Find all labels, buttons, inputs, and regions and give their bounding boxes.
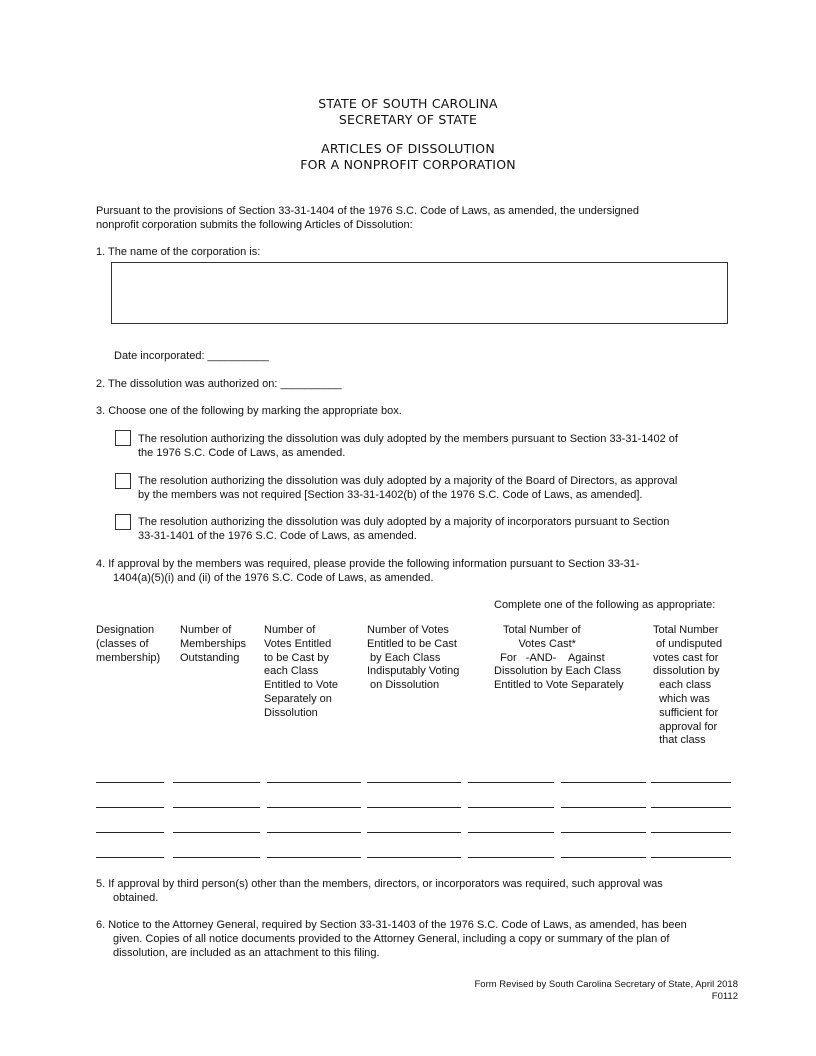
board-resolution-checkbox[interactable] [115, 473, 131, 489]
item3-label: 3. Choose one of the following by marking the appropriate box. [96, 405, 402, 417]
table-cell[interactable] [96, 857, 164, 858]
form-number: F0112 [711, 991, 738, 1002]
intro-line-1: Pursuant to the provisions of Section 33-31-1404 of the 1976 S.C. Code of Laws, as amended, the undersigned [96, 205, 640, 217]
table-cell[interactable] [468, 857, 554, 858]
table-cell[interactable] [561, 782, 646, 783]
dissolution-authorized-field[interactable]: 2. The dissolution was authorized on: __________ [96, 378, 342, 390]
table-cell[interactable] [561, 832, 646, 833]
item4-line-1: 4. If approval by the members was required, please provide the following information pursuant to Section 33-31- [96, 558, 640, 570]
table-cell[interactable] [367, 857, 461, 858]
option3-line-1: The resolution authorizing the dissolution was duly adopted by a majority of incorporators pursuant to Section [138, 516, 670, 528]
corporation-name-field[interactable] [111, 262, 728, 324]
column-header-votes-entitled: Number of Votes Entitled to be Cast by each Class Entitled to Vote Separately on Dissolution [264, 624, 338, 719]
item4-line-2: 1404(a)(5)(i) and (ii) of the 1976 S.C. Code of Laws, as amended. [113, 572, 434, 584]
column-header-memberships: Number of Memberships Outstanding [180, 624, 247, 664]
column-header-undisputed-votes: Total Number of undisputed votes cast for dissolution by each class which was sufficient for approval for that class [653, 624, 723, 747]
table-cell[interactable] [173, 782, 260, 783]
item5-line-2: obtained. [113, 892, 159, 904]
table-cell[interactable] [267, 782, 361, 783]
intro-line-2: nonprofit corporation submits the following Articles of Dissolution: [96, 219, 413, 231]
table-cell[interactable] [468, 832, 554, 833]
table-cell[interactable] [96, 782, 164, 783]
table-cell[interactable] [173, 832, 260, 833]
table-cell[interactable] [96, 807, 164, 808]
form-subtitle: FOR A NONPROFIT CORPORATION [300, 157, 516, 172]
members-resolution-checkbox[interactable] [115, 430, 131, 446]
table-cell[interactable] [468, 782, 554, 783]
table-cell[interactable] [651, 857, 731, 858]
table-cell[interactable] [173, 857, 260, 858]
option1-line-2: the 1976 S.C. Code of Laws, as amended. [138, 447, 346, 459]
option2-line-1: The resolution authorizing the dissolution was duly adopted by a majority of the Board of Directors, as approval [138, 475, 678, 487]
column-header-designation: Designation (classes of membership) [96, 624, 161, 664]
table-instruction: Complete one of the following as appropriate: [494, 599, 716, 611]
table-cell[interactable] [651, 782, 731, 783]
table-cell[interactable] [367, 832, 461, 833]
table-cell[interactable] [561, 857, 646, 858]
table-cell[interactable] [267, 832, 361, 833]
office-heading: SECRETARY OF STATE [338, 112, 478, 127]
item6-line-2: given. Copies of all notice documents provided to the Attorney General, including a copy or summary of the plan of [113, 933, 670, 945]
option1-line-1: The resolution authorizing the dissolution was duly adopted by the members pursuant to Section 33-31-1402 of [138, 433, 678, 445]
state-heading: STATE OF SOUTH CAROLINA [318, 96, 498, 111]
item1-label: 1. The name of the corporation is: [96, 246, 261, 258]
table-cell[interactable] [367, 782, 461, 783]
option3-line-2: 33-31-1401 of the 1976 S.C. Code of Laws, as amended. [138, 530, 417, 542]
table-cell[interactable] [173, 807, 260, 808]
table-cell[interactable] [468, 807, 554, 808]
option2-line-2: by the members was not required [Section 33-31-1402(b) of the 1976 S.C. Code of Laws, as amended]. [138, 489, 643, 501]
table-cell[interactable] [267, 807, 361, 808]
form-revision-note: Form Revised by South Carolina Secretary of State, April 2018 [474, 979, 738, 990]
date-incorporated-field[interactable]: Date incorporated: __________ [114, 350, 269, 362]
item5-line-1: 5. If approval by third person(s) other than the members, directors, or incorporators was required, such approval was [96, 878, 663, 890]
table-cell[interactable] [651, 832, 731, 833]
table-cell[interactable] [367, 807, 461, 808]
item6-line-1: 6. Notice to the Attorney General, required by Section 33-31-1403 of the 1976 S.C. Code of Laws, as amended, has been [96, 919, 687, 931]
table-cell[interactable] [651, 807, 731, 808]
column-header-indisputable-votes: Number of Votes Entitled to be Cast by Each Class Indisputably Voting on Dissolution [367, 624, 460, 692]
incorporators-resolution-checkbox[interactable] [115, 514, 131, 530]
table-cell[interactable] [96, 832, 164, 833]
column-header-votes-cast: Total Number of Votes Cast* For -AND- Against Dissolution by Each Class Entitled to Vote Separately [494, 624, 624, 692]
item6-line-3: dissolution, are included as an attachment to this filing. [113, 947, 380, 959]
table-cell[interactable] [561, 807, 646, 808]
form-title: ARTICLES OF DISSOLUTION [321, 141, 495, 156]
table-cell[interactable] [267, 857, 361, 858]
